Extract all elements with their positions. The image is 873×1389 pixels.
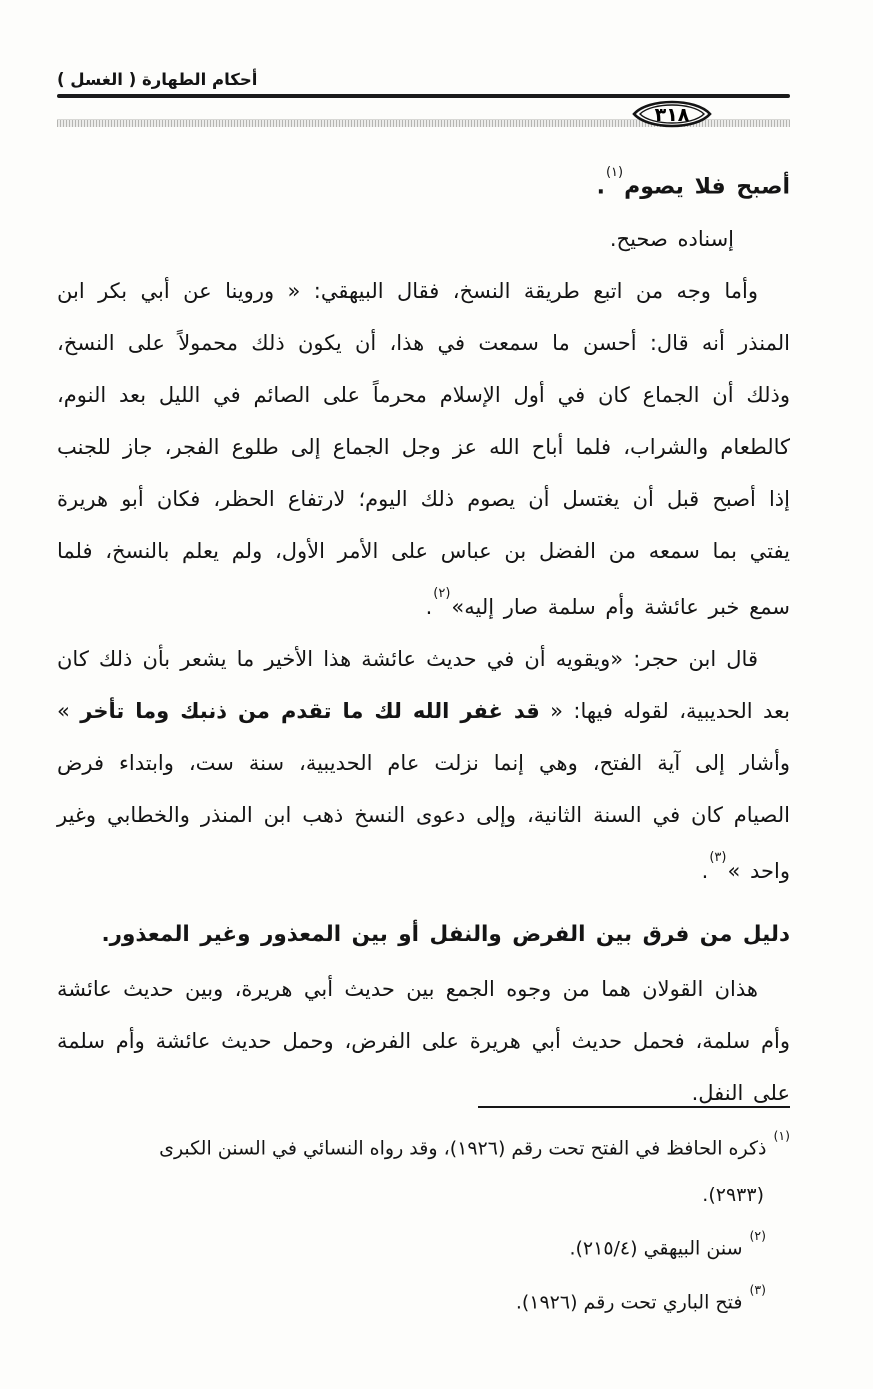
paragraph-ibn-hajar bbox=[57, 633, 790, 897]
page-badge-oval-icon bbox=[630, 94, 714, 134]
paragraph-bayhaqi bbox=[57, 265, 790, 633]
running-header-title: أحكام الطهارة ( الغسل ) bbox=[57, 70, 258, 89]
footnote-3 bbox=[57, 1280, 790, 1319]
footnote-1-marker: (١) bbox=[773, 1128, 790, 1143]
hadith-bold-quote: قد غفر الله لك ما تقدم من ذنبك وما تأخر bbox=[80, 699, 540, 724]
footnote-separator-rule bbox=[478, 1106, 790, 1108]
footnote-3-marker: (٣) bbox=[749, 1281, 766, 1297]
opening-period: . bbox=[596, 174, 605, 200]
paragraph-bayhaqi-text: وأما وجه من اتبع طريقة النسخ، فقال البيهقي: « وروينا عن أبي بكر ابن المنذر أنه قال: أحسن ما سمعت في هذا، أن يكون ذلك محمولاً على النسخ، وذلك أن الجماع كان في أول الإسلام محرماً على الصائم في الليل بعد النوم، كالطعام والشراب، فلما أباح الله عز وجل الجماع إلى طلوع الفجر، جاز للجنب إذا أصبح قبل أن يغتسل أن يصوم ذلك اليوم؛ لارتفاع الحظر، فكان أبو هريرة يفتي بما سمعه من الفضل بن عباس على الأمر الأول، ولم يعلم بالنسخ، فلما سمع خبر عائشة وأم سلمة صار إليه» bbox=[57, 279, 790, 620]
footnote-2-marker: (٢) bbox=[749, 1228, 766, 1244]
page-body bbox=[57, 156, 790, 1119]
paragraph-two-views: هذان القولان هما من وجوه الجمع بين حديث أبي هريرة، وبين حديث عائشة وأم سلمة، فحمل حديث أبي هريرة على الفرض، وحمل حديث عائشة وأم سلمة على النفل. bbox=[57, 977, 790, 1106]
footnote-2 bbox=[57, 1226, 790, 1265]
page-number-badge bbox=[630, 94, 714, 134]
footnotes-section bbox=[57, 1106, 790, 1333]
isnad-line: إسناده صحيح. bbox=[609, 227, 734, 252]
footnote-1 bbox=[57, 1126, 790, 1165]
paragraph-ibn-hajar-lead: قال ابن حجر: «ويقويه أن في حديث عائشة هذا الأخير ما يشعر بأن ذلك كان بعد الحديبية، لقوله فيها: « bbox=[57, 647, 790, 724]
section-heading: دليل من فرق بين الفرض والنفل أو بين المعذور وغير المعذور. bbox=[101, 922, 790, 948]
footnote-1-text: ذكره الحافظ في الفتح تحت رقم (١٩٢٦)، وقد رواه النسائي في السنن الكبرى bbox=[159, 1137, 767, 1160]
page-number: ٣١٨ bbox=[654, 104, 690, 126]
opening-bold-text: أصبح فلا يصوم bbox=[624, 174, 790, 200]
paragraph-ibn-hajar-period: . bbox=[701, 859, 709, 884]
footnote-ref-1: (١) bbox=[605, 165, 624, 180]
footnote-1-continuation: (٢٩٣٣). bbox=[702, 1184, 764, 1207]
footnote-2-text: سنن البيهقي (٢١٥/٤). bbox=[569, 1237, 743, 1260]
footnote-ref-3: (٣) bbox=[709, 850, 727, 866]
opening-line bbox=[57, 156, 790, 213]
footnote-ref-2: (٢) bbox=[433, 586, 451, 602]
paragraph-ibn-hajar-tail: » وأشار إلى آية الفتح، وهي إنما نزلت عام الحديبية، سنة ست، وابتداء فرض الصيام كان في السنة الثانية، وإلى دعوى النسخ ذهب ابن المنذر والخطابي وغير واحد » bbox=[57, 699, 790, 884]
paragraph-bayhaqi-period: . bbox=[425, 595, 433, 620]
footnote-3-text: فتح الباري تحت رقم (١٩٢٦). bbox=[515, 1290, 743, 1313]
